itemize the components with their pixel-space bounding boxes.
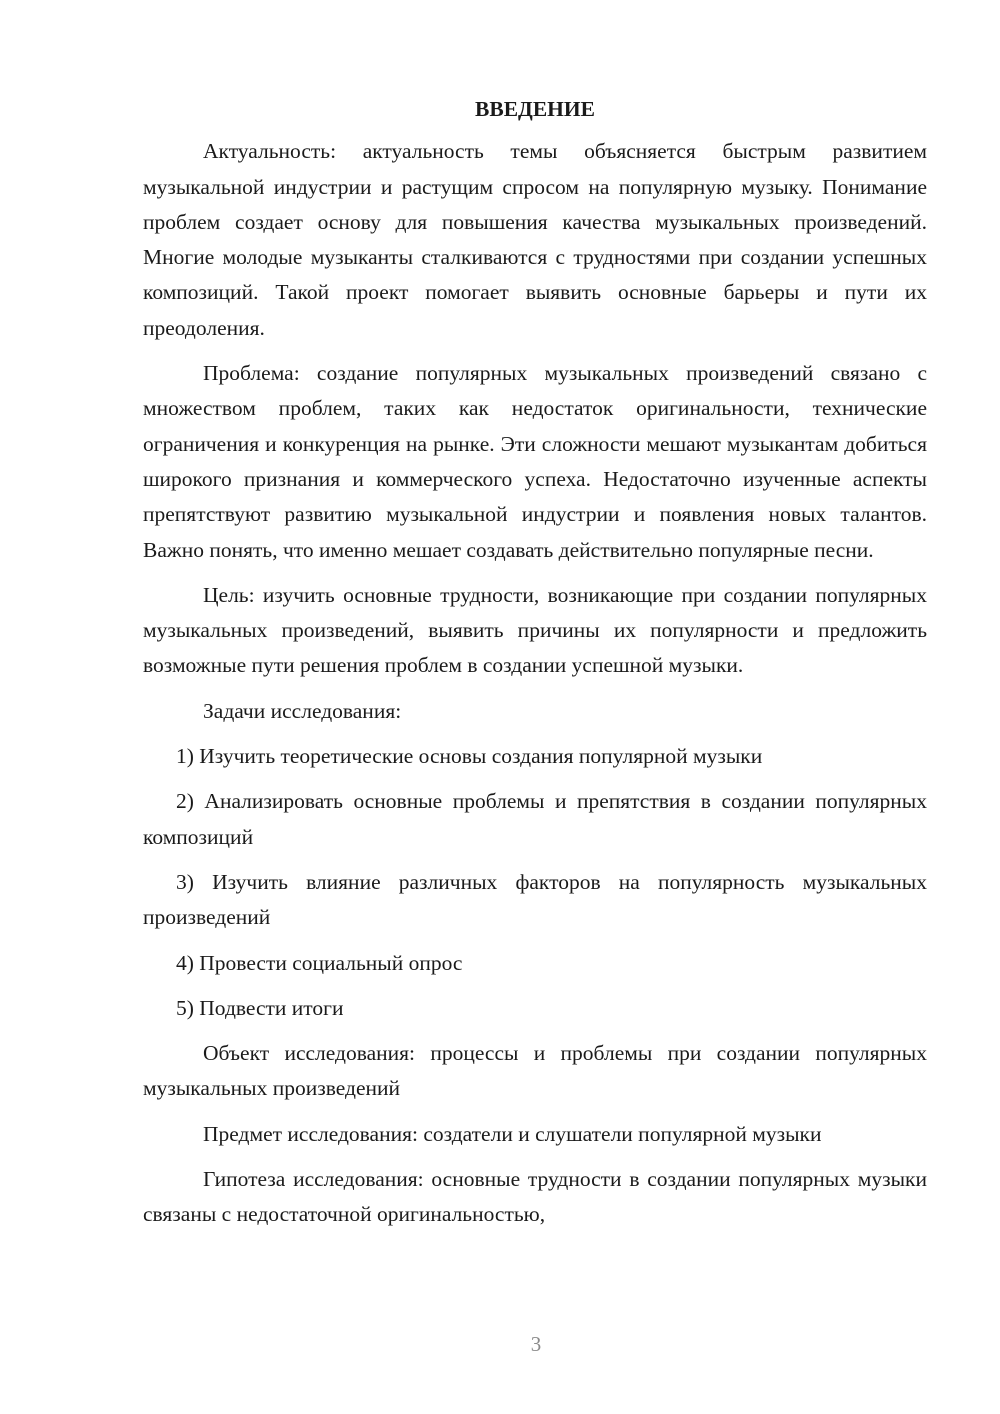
task-item-1: 1) Изучить теоретические основы создания популярной музыки bbox=[176, 744, 763, 769]
tasks-heading: Задачи исследования: bbox=[203, 698, 402, 723]
paragraph-subject: Предмет исследования: создатели и слушатели популярной музыки bbox=[203, 1121, 822, 1146]
page-title: ВВЕДЕНИЕ bbox=[475, 97, 595, 121]
paragraph-hypothesis: Гипотеза исследования: основные трудности в создании популярных музыки связаны с недостаточной оригинальностью, bbox=[143, 1167, 927, 1227]
page-body bbox=[143, 92, 927, 1243]
task-item-4: 4) Провести социальный опрос bbox=[176, 950, 463, 975]
task-item-2: 2) Анализировать основные проблемы и препятствия в создании популярных композиций bbox=[143, 789, 927, 849]
paragraph-relevance: Актуальность: актуальность темы объясняется быстрым развитием музыкальной индустрии и растущим спросом на популярную музыку. Понимание проблем создает основу для повышения качества музыкальных произведений. Многие молодые музыканты сталкиваются с трудностями при создании успешных композиций. Такой проект помогает выявить основные барьеры и пути их преодоления. bbox=[143, 139, 927, 340]
page-number: 3 bbox=[530, 1332, 542, 1356]
task-item-3: 3) Изучить влияние различных факторов на популярность музыкальных произведений bbox=[143, 869, 927, 930]
paragraph-object: Объект исследования: процессы и проблемы при создании популярных музыкальных произведений bbox=[143, 1041, 927, 1101]
task-item-5: 5) Подвести итоги bbox=[176, 995, 344, 1020]
paragraph-problem: Проблема: создание популярных музыкальных произведений связано с множеством проблем, таких как недостаток оригинальности, технические ограничения и конкуренция на рынке. Эти сложности мешают музыкантам добиться широкого признания и коммерческого успеха. Недостаточно изученные аспекты препятствуют развитию музыкальной индустрии и появления новых талантов. Важно понять, что именно мешает создавать действительно популярные песни. bbox=[143, 361, 927, 562]
paragraph-goal: Цель: изучить основные трудности, возникающие при создании популярных музыкальных произведений, выявить причины их популярности и предложить возможные пути решения проблем в создании успешной музыки. bbox=[143, 582, 927, 678]
